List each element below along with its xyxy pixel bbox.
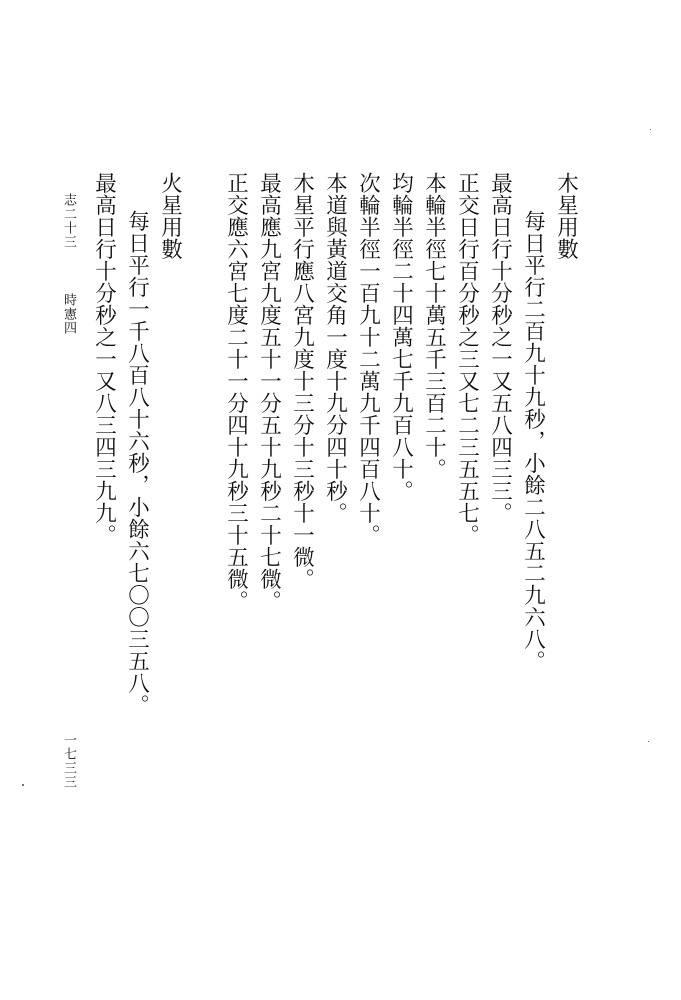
jupiter-line-2: 最高日行十分秒之一又五八四三三。 bbox=[487, 172, 513, 524]
margin-chapter: 志二十三 bbox=[61, 193, 76, 249]
mars-line-1: 每日平行一千八百八十六秒，小餘六七〇〇三五八。 bbox=[124, 210, 150, 716]
mars-heading: 火星用數 bbox=[157, 172, 183, 260]
margin-section: 時憲四 bbox=[61, 293, 76, 335]
page-number: 一七三三 bbox=[61, 733, 76, 789]
jupiter-line-1: 每日平行二百九十九秒，小餘二八五二九六八。 bbox=[520, 210, 546, 672]
jupiter-line-7: 本道與黃道交角一度十九分四十秒。 bbox=[322, 172, 348, 524]
jupiter-line-4: 本輪半徑七十萬五千三百二十。 bbox=[421, 172, 447, 480]
jupiter-heading: 木星用數 bbox=[553, 172, 579, 260]
jupiter-line-9: 最高應九宮九度五十一分五十九秒二十七微。 bbox=[256, 172, 282, 612]
scan-speck bbox=[650, 129, 651, 130]
scan-speck bbox=[22, 784, 24, 786]
jupiter-line-10: 正交應六宮七度二十一分四十九秒三十五微。 bbox=[223, 172, 249, 612]
jupiter-line-8: 木星平行應八宮九度十三分十三秒十一微。 bbox=[289, 172, 315, 590]
jupiter-line-5: 均輪半徑二十四萬七千九百八十。 bbox=[388, 172, 414, 502]
jupiter-line-6: 次輪半徑一百九十二萬九千四百八十。 bbox=[355, 172, 381, 546]
jupiter-line-3: 正交日行百分秒之三又七二三五五七。 bbox=[454, 172, 480, 546]
mars-line-2: 最高日行十分秒之一又八三四三九九。 bbox=[91, 172, 117, 546]
scan-speck bbox=[648, 741, 649, 742]
